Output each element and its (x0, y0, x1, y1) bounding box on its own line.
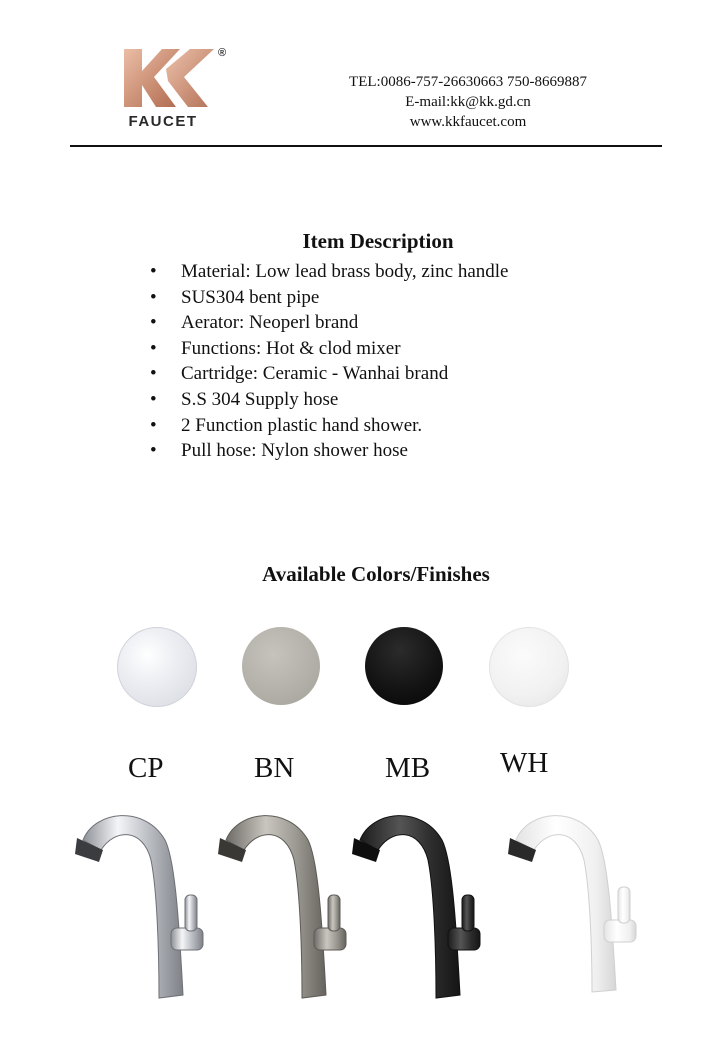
list-item: • Material: Low lead brass body, zinc handle (150, 259, 508, 285)
bullet-icon: • (150, 363, 157, 385)
finish-code-mb: MB (385, 752, 431, 784)
faucet-white-image (508, 800, 648, 1005)
bullet-icon: • (150, 261, 157, 282)
header-divider (70, 145, 662, 147)
swatch-chrome (117, 627, 197, 707)
contact-email: E-mail:kk@kk.gd.cn (405, 94, 531, 110)
registered-mark: ® (218, 47, 227, 59)
logo-wordmark: FAUCET (128, 113, 198, 130)
faucet-chrome-image (75, 800, 215, 1005)
faucet-brushed-nickel-image (218, 800, 358, 1005)
list-item: • Aerator: Neoperl brand (150, 310, 508, 336)
swatch-matte-black (365, 627, 443, 705)
bullet-icon: • (150, 286, 157, 308)
finish-code-bn: BN (254, 752, 295, 784)
bullet-icon: • (150, 414, 157, 436)
list-item: • 2 Function plastic hand shower. (150, 413, 508, 439)
finishes-title: Available Colors/Finishes (262, 562, 490, 586)
list-item: • S.S 304 Supply hose (150, 387, 508, 413)
contact-block (320, 72, 616, 132)
item-description-title: Item Description (302, 229, 454, 253)
item-description-list (150, 259, 508, 464)
bullet-icon: • (150, 337, 157, 359)
contact-tel: TEL:0086-757-26630663 750-8669887 (349, 74, 587, 90)
finish-code-wh: WH (500, 747, 549, 779)
swatch-white (489, 627, 569, 707)
faucet-matte-black-image (352, 800, 492, 1005)
list-item: • Cartridge: Ceramic - Wanhai brand (150, 361, 508, 387)
list-item: • SUS304 bent pipe (150, 285, 508, 311)
list-item: • Pull hose: Nylon shower hose (150, 438, 508, 464)
bullet-icon: • (150, 388, 157, 410)
finish-code-cp: CP (128, 752, 164, 784)
contact-website: www.kkfaucet.com (409, 114, 527, 130)
bullet-icon: • (150, 440, 157, 462)
bullet-icon: • (150, 312, 157, 334)
brand-logo (118, 45, 233, 135)
list-item: • Functions: Hot & clod mixer (150, 336, 508, 362)
swatch-brushed-nickel (242, 627, 320, 705)
kk-logo-icon (118, 45, 228, 115)
